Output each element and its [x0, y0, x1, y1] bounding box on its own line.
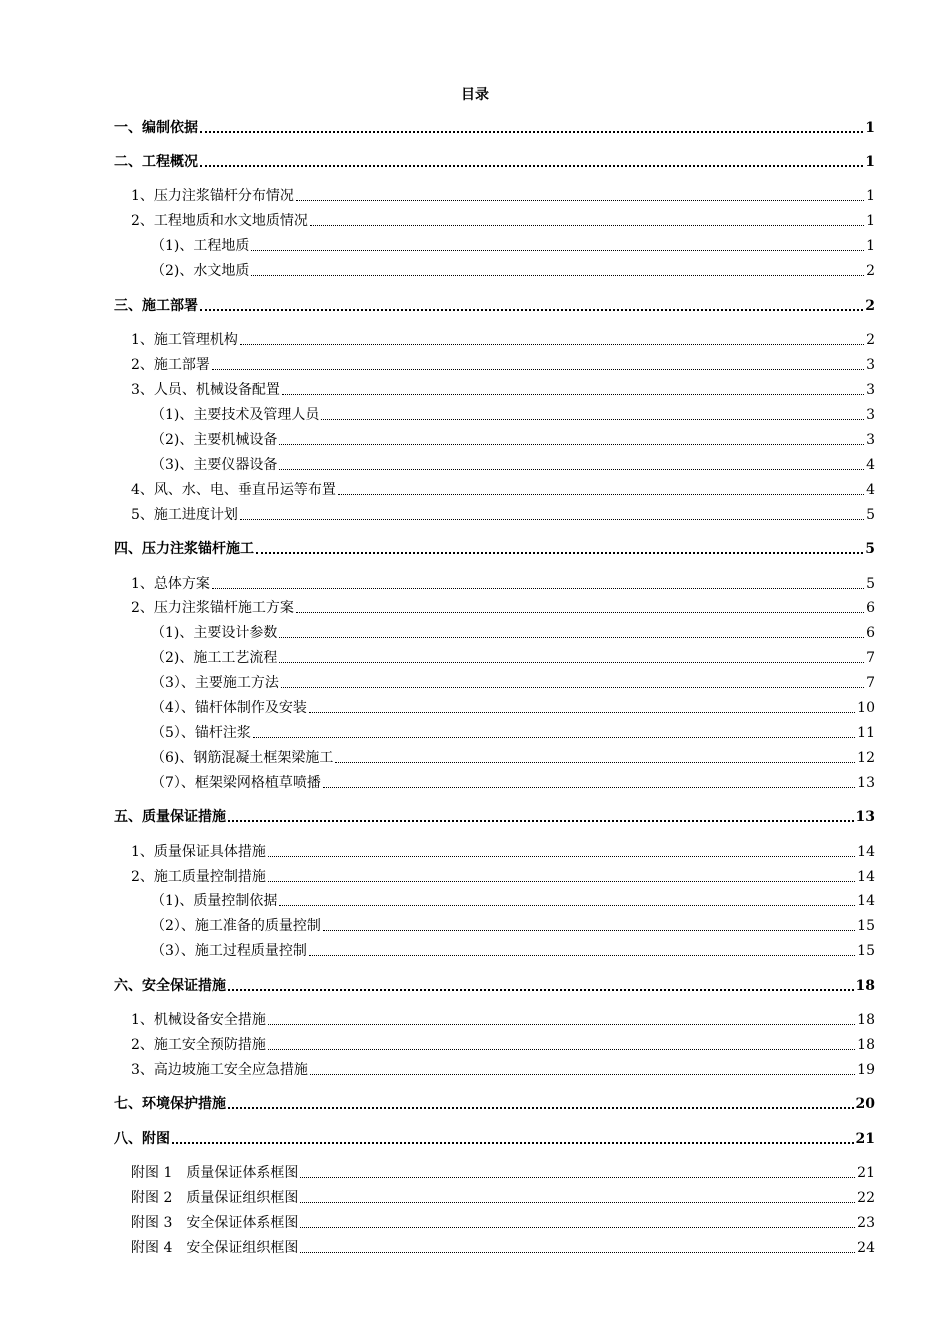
toc-entry-label: 2、施工部署	[131, 357, 210, 373]
toc-entry[interactable]	[151, 261, 875, 281]
dot-leader	[296, 199, 864, 201]
toc-entry[interactable]	[114, 1094, 875, 1114]
toc-entry[interactable]	[131, 867, 875, 887]
dot-leader	[310, 1073, 855, 1075]
toc-entry[interactable]	[131, 1010, 875, 1030]
toc-entry[interactable]	[151, 648, 875, 668]
toc-entry-page-number: 5	[866, 507, 875, 523]
toc-entry-page-number: 18	[857, 1012, 875, 1028]
toc-entry-label: 五、质量保证措施	[114, 809, 226, 825]
toc-entry[interactable]	[131, 1163, 875, 1183]
dot-leader	[300, 1201, 855, 1203]
dot-leader	[172, 1141, 854, 1144]
toc-entry-label: （2）、施工准备的质量控制	[151, 918, 321, 934]
dot-leader	[279, 636, 864, 638]
toc-entry[interactable]	[131, 598, 875, 618]
toc-entry-label: 1、总体方案	[131, 576, 210, 592]
toc-entry[interactable]	[151, 916, 875, 936]
toc-entry-page-number: 18	[857, 1037, 875, 1053]
toc-entry-page-number: 4	[866, 482, 875, 498]
dot-leader	[251, 249, 864, 251]
toc-entry-label: 附图 3 安全保证体系框图	[131, 1215, 299, 1231]
dot-leader	[268, 1048, 855, 1050]
toc-entry[interactable]	[151, 405, 875, 425]
dot-leader	[279, 468, 864, 470]
toc-entry[interactable]	[151, 723, 875, 743]
toc-entry-page-number: 3	[866, 407, 875, 423]
dot-leader	[335, 761, 855, 763]
dot-leader	[338, 493, 864, 495]
toc-entry-page-number: 2	[865, 298, 875, 314]
toc-entry-label: 5、施工进度计划	[131, 507, 238, 523]
toc-entry[interactable]	[114, 152, 875, 172]
toc-entry[interactable]	[131, 842, 875, 862]
dot-leader	[300, 1226, 855, 1228]
toc-entry-label: 附图 4 安全保证组织框图	[131, 1240, 299, 1256]
toc-entry[interactable]	[131, 574, 875, 594]
toc-entry-label: 六、安全保证措施	[114, 978, 226, 994]
toc-entry-page-number: 21	[857, 1165, 875, 1181]
dot-leader	[268, 880, 855, 882]
dot-leader	[282, 393, 864, 395]
toc-entry-page-number: 3	[866, 432, 875, 448]
dot-leader	[281, 686, 864, 688]
dot-leader	[253, 736, 855, 738]
dot-leader	[200, 308, 863, 311]
toc-entry-label: 3、高边坡施工安全应急措施	[131, 1062, 308, 1078]
toc-entry[interactable]	[131, 355, 875, 375]
toc-entry[interactable]	[151, 430, 875, 450]
toc-entry-page-number: 13	[857, 775, 875, 791]
toc-entry[interactable]	[151, 455, 875, 475]
toc-entry-page-number: 11	[857, 725, 875, 741]
toc-entry[interactable]	[131, 1238, 875, 1258]
toc-entry-label: （3）、施工过程质量控制	[151, 943, 307, 959]
dot-leader	[212, 368, 864, 370]
toc-entry[interactable]	[151, 698, 875, 718]
toc-entry[interactable]	[114, 1129, 875, 1149]
toc-entry-page-number: 23	[857, 1215, 875, 1231]
toc-entry-page-number: 20	[855, 1096, 875, 1112]
toc-entry-label: 八、附图	[114, 1131, 170, 1147]
toc-entry[interactable]	[151, 773, 875, 793]
toc-entry[interactable]	[114, 539, 875, 559]
toc-entry[interactable]	[151, 891, 875, 911]
toc-entry-page-number: 14	[857, 893, 875, 909]
toc-entry[interactable]	[114, 118, 875, 138]
toc-entry-page-number: 5	[866, 576, 875, 592]
toc-entry-label: 四、压力注浆锚杆施工	[114, 541, 254, 557]
toc-entry[interactable]	[131, 1213, 875, 1233]
dot-leader	[300, 1176, 855, 1178]
toc-entry-label: （1)、主要技术及管理人员	[151, 407, 320, 423]
toc-entry-page-number: 15	[857, 918, 875, 934]
toc-entry-page-number: 1	[865, 154, 875, 170]
toc-entry-label: 2、工程地质和水文地质情况	[131, 213, 308, 229]
toc-entry-page-number: 14	[857, 869, 875, 885]
toc-entry-label: （5）、锚杆注浆	[151, 725, 251, 741]
toc-entry-label: 1、质量保证具体措施	[131, 844, 266, 860]
toc-entry[interactable]	[151, 623, 875, 643]
toc-entry-page-number: 15	[857, 943, 875, 959]
dot-leader	[240, 343, 864, 345]
toc-entry-label: 3、人员、机械设备配置	[131, 382, 280, 398]
dot-leader	[279, 661, 864, 663]
toc-entry-page-number: 6	[866, 625, 875, 641]
toc-entry-page-number: 1	[866, 213, 875, 229]
toc-entry-label: （2)、施工工艺流程	[151, 650, 278, 666]
dot-leader	[212, 587, 864, 589]
toc-entry[interactable]	[131, 1188, 875, 1208]
dot-leader	[300, 1251, 855, 1253]
toc-entry[interactable]	[114, 296, 875, 316]
dot-leader	[256, 551, 863, 554]
dot-leader	[323, 929, 855, 931]
toc-entry[interactable]	[131, 211, 875, 231]
toc-entry-page-number: 18	[855, 978, 875, 994]
dot-leader	[321, 418, 864, 420]
dot-leader	[228, 819, 854, 822]
toc-entry-label: 2、压力注浆锚杆施工方案	[131, 600, 294, 616]
toc-entry-label: （2)、水文地质	[151, 263, 250, 279]
toc-entry-page-number: 6	[866, 600, 875, 616]
toc-entry-label: （1)、质量控制依据	[151, 893, 278, 909]
toc-entry-page-number: 13	[855, 809, 875, 825]
toc-entry-label: 七、环境保护措施	[114, 1096, 226, 1112]
toc-entry[interactable]	[131, 330, 875, 350]
dot-leader	[228, 988, 854, 991]
toc-entry-page-number: 7	[866, 650, 875, 666]
toc-entry-label: 4、风、水、电、垂直吊运等布置	[131, 482, 336, 498]
toc-entry-page-number: 3	[866, 357, 875, 373]
toc-entry-label: （2)、主要机械设备	[151, 432, 278, 448]
dot-leader	[296, 611, 864, 613]
dot-leader	[251, 274, 864, 276]
toc-entry-page-number: 19	[857, 1062, 875, 1078]
toc-entry[interactable]	[131, 1060, 875, 1080]
toc-entry-label: （4）、锚杆体制作及安装	[151, 700, 307, 716]
toc-entry-label: 附图 1 质量保证体系框图	[131, 1165, 299, 1181]
dot-leader	[268, 855, 855, 857]
dot-leader	[240, 518, 864, 520]
dot-leader	[228, 1106, 854, 1109]
toc-entry-label: 二、工程概况	[114, 154, 198, 170]
toc-entry-label: 1、施工管理机构	[131, 332, 238, 348]
toc-entry-label: 附图 2 质量保证组织框图	[131, 1190, 299, 1206]
toc-entry-label: （6)、钢筋混凝土框架梁施工	[151, 750, 334, 766]
toc-entry-label: 2、施工质量控制措施	[131, 869, 266, 885]
toc-entry-page-number: 1	[866, 238, 875, 254]
dot-leader	[323, 786, 855, 788]
toc-entry-label: （7）、框架梁网格植草喷播	[151, 775, 321, 791]
dot-leader	[200, 130, 863, 133]
toc-entry-page-number: 5	[865, 541, 875, 557]
toc-title: 目录	[461, 87, 489, 103]
toc-entry[interactable]	[151, 748, 875, 768]
toc-entry[interactable]	[131, 480, 875, 500]
dot-leader	[279, 443, 864, 445]
dot-leader	[310, 224, 864, 226]
toc-entry-label: 一、编制依据	[114, 120, 198, 136]
toc-entry-page-number: 3	[866, 382, 875, 398]
toc-entry-page-number: 7	[866, 675, 875, 691]
toc-entry[interactable]	[151, 236, 875, 256]
toc-entry[interactable]	[131, 505, 875, 525]
toc-entry-page-number: 10	[857, 700, 875, 716]
toc-entry[interactable]	[131, 186, 875, 206]
dot-leader	[309, 954, 855, 956]
toc-entry-label: （3)、主要仪器设备	[151, 457, 278, 473]
toc-entry[interactable]	[131, 380, 875, 400]
toc-entry-page-number: 24	[857, 1240, 875, 1256]
toc-entry-page-number: 22	[857, 1190, 875, 1206]
toc-entry-label: 1、压力注浆锚杆分布情况	[131, 188, 294, 204]
dot-leader	[279, 904, 855, 906]
toc-entry[interactable]	[114, 807, 875, 827]
toc-entry-page-number: 12	[857, 750, 875, 766]
dot-leader	[309, 711, 855, 713]
toc-entry-page-number: 2	[866, 263, 875, 279]
toc-entry-page-number: 2	[866, 332, 875, 348]
dot-leader	[200, 164, 863, 167]
toc-entry-page-number: 14	[857, 844, 875, 860]
toc-entry-label: （1)、主要设计参数	[151, 625, 278, 641]
toc-entry[interactable]	[151, 673, 875, 693]
toc-entry-page-number: 4	[866, 457, 875, 473]
toc-entry-page-number: 21	[855, 1131, 875, 1147]
toc-entry-label: 1、机械设备安全措施	[131, 1012, 266, 1028]
toc-entry[interactable]	[151, 941, 875, 961]
toc-entry[interactable]	[114, 976, 875, 996]
toc-entry-page-number: 1	[865, 120, 875, 136]
toc-entry-page-number: 1	[866, 188, 875, 204]
toc-entry-label: 三、施工部署	[114, 298, 198, 314]
dot-leader	[268, 1023, 855, 1025]
toc-entry-label: 2、施工安全预防措施	[131, 1037, 266, 1053]
toc-entry-label: （3）、主要施工方法	[151, 675, 279, 691]
toc-entry-label: （1)、工程地质	[151, 238, 250, 254]
toc-entry[interactable]	[131, 1035, 875, 1055]
